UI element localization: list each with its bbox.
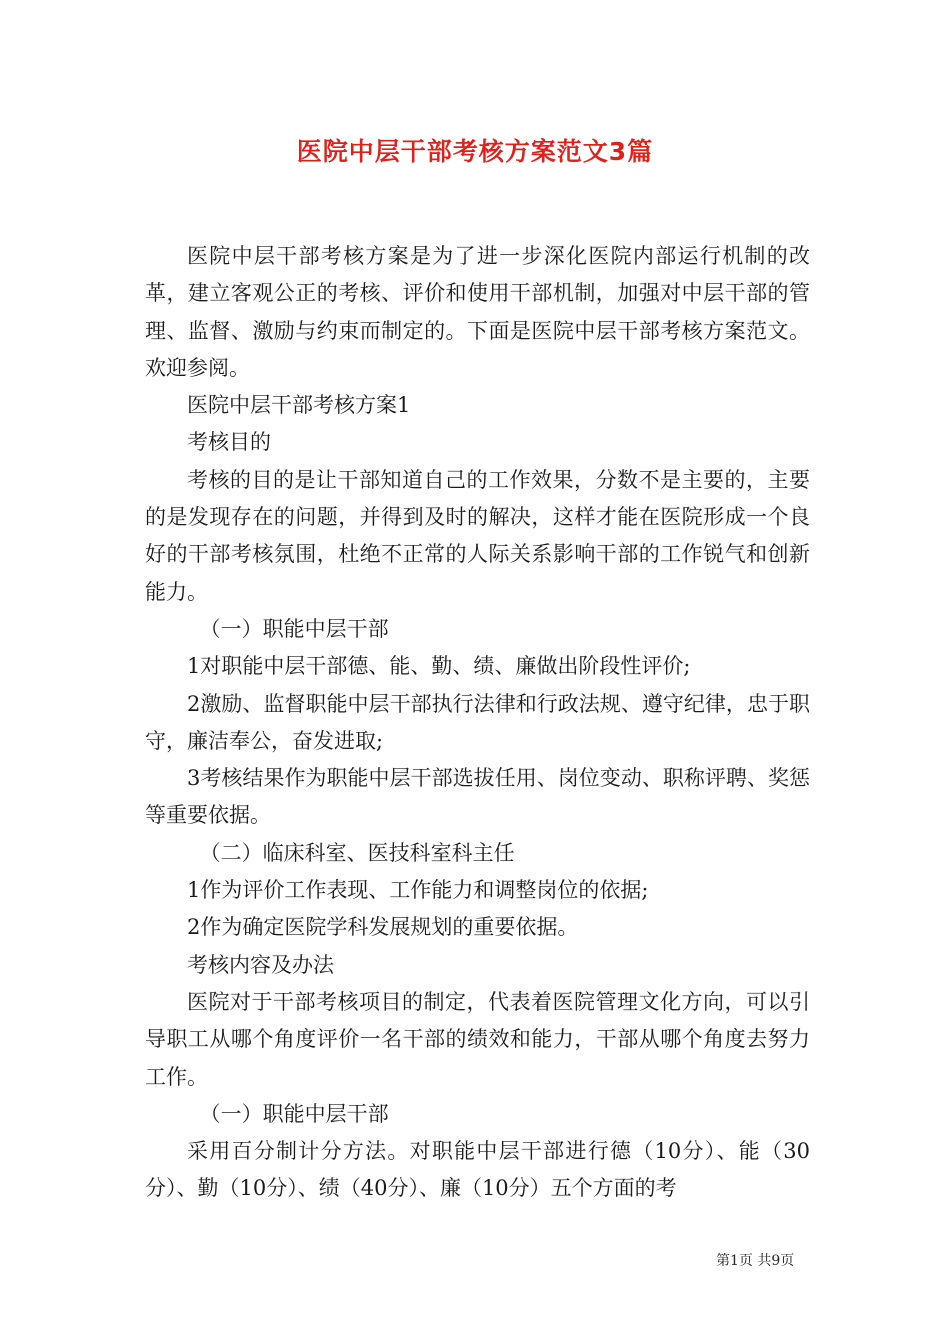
heading-functional-cadres-2: （一）职能中层干部 — [199, 1101, 389, 1126]
paragraph-content-methods: 医院对于干部考核项目的制定，代表着医院管理文化方向，可以引导职工从哪个角度评价一名干部的绩效和能力，干部从哪个角度去努力工作。 — [145, 989, 810, 1089]
list-item-3: 3考核结果作为职能中层干部选拔任用、岗位变动、职称评聘、奖惩等重要依据。 — [145, 766, 810, 828]
list-item-2: 2激励、监督职能中层干部执行法律和行政法规、遵守纪律，忠于职守，廉洁奉公，奋发进取; — [145, 691, 810, 753]
heading-purpose: 考核目的 — [187, 430, 271, 455]
paragraph-purpose: 考核的目的是让干部知道自己的工作效果，分数不是主要的，主要的是发现存在的问题，并得到及时的解决，这样才能在医院形成一个良好的干部考核氛围，杜绝不正常的人际关系影响干部的工作锐气和创新能力。 — [145, 467, 810, 604]
heading-functional-cadres: （一）职能中层干部 — [199, 616, 389, 641]
heading-plan-1: 医院中层干部考核方案1 — [187, 393, 411, 418]
heading-content-methods: 考核内容及办法 — [187, 952, 334, 977]
document-title: 医院中层干部考核方案范文3篇 — [296, 137, 654, 166]
list-item-1: 1对职能中层干部德、能、勤、绩、廉做出阶段性评价; — [187, 654, 691, 679]
document-body — [145, 238, 810, 1208]
paragraph-intro: 医院中层干部考核方案是为了进一步深化医院内部运行机制的改革，建立客观公正的考核、评价和使用干部机制，加强对中层干部的管理、监督、激励与约束而制定的。下面是医院中层干部考核方案范文。欢迎参阅。 — [145, 244, 810, 380]
list-item-5: 2作为确定医院学科发展规划的重要依据。 — [187, 915, 579, 940]
heading-clinical-directors: （二）临床科室、医技科室科主任 — [199, 840, 515, 865]
list-item-4: 1作为评价工作表现、工作能力和调整岗位的依据; — [187, 878, 649, 903]
page-number: 第1页 共9页 — [716, 1253, 795, 1269]
paragraph-scoring: 采用百分制计分方法。对职能中层干部进行德（10分）、能（30分）、勤（10分）、绩（40分）、廉（10分）五个方面的考 — [145, 1139, 810, 1201]
